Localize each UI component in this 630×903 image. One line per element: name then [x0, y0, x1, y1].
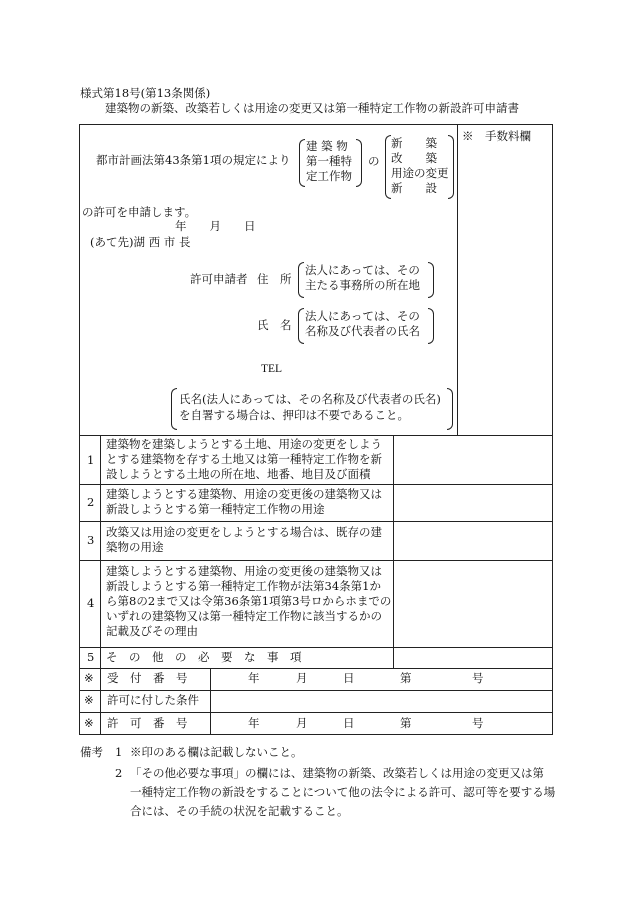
row-label: ら第8の2まで又は令第36条第1項第3号ロからホまでの: [106, 594, 392, 608]
signature-note: を自署する場合は、押印は不要であること。: [179, 408, 409, 422]
row-1-input[interactable]: [394, 436, 552, 484]
office-field: 日: [343, 671, 355, 685]
name-right-brace: [428, 308, 434, 344]
form-number: 様式第18号(第13条関係): [80, 86, 211, 100]
name-note: 名称及び代表者の氏名: [305, 324, 420, 338]
row-label: 築物の用途: [106, 540, 164, 554]
office-field: 第: [400, 716, 412, 730]
name-label: 氏 名: [257, 318, 292, 332]
row-label: いずれの建築物又は第一種特定工作物に該当するかの: [106, 609, 382, 623]
action-option: 用途の変更: [391, 166, 449, 180]
office-field: 第: [400, 671, 412, 685]
office-field: 年: [248, 716, 260, 730]
office-field: 号: [472, 671, 484, 685]
date-line[interactable]: 年 月 日: [175, 219, 256, 233]
signature-note: 氏名(法人にあっては、その名称及び代表者の氏名): [179, 392, 441, 406]
note-text: 一種特定工作物の新設をすることについて他の法令による許可、認可等を要する場: [130, 785, 556, 799]
name-left-brace: [298, 308, 304, 344]
address-left-brace: [298, 262, 304, 298]
object-option: 第一種特: [306, 154, 352, 168]
office-field: 月: [296, 716, 308, 730]
office-mark: ※: [84, 693, 94, 707]
row-label: 新設しようとする第一種特定工作物の用途: [106, 502, 325, 516]
address-label: 住 所: [257, 272, 292, 286]
signature-left-brace: [171, 388, 177, 430]
row-label: 建築物を建築しようとする土地、用途の変更をしよう: [106, 437, 382, 451]
row-3-input[interactable]: [394, 522, 552, 560]
note-text: ※印のある欄は記載しないこと。: [130, 745, 303, 759]
row-label: 記載及びその理由: [106, 624, 198, 638]
row-5-input[interactable]: [394, 648, 552, 668]
object-option: 建 築 物: [306, 139, 348, 153]
row-label: とする建築物を存する土地又は第一種特定工作物を新: [106, 452, 382, 466]
row-label: 設しようとする土地の所在地、地番、地目及び面積: [106, 467, 371, 481]
law-text: 都市計画法第43条第1項の規定により: [96, 153, 291, 167]
notes-heading: 備考: [80, 745, 103, 759]
row-number: 5: [87, 650, 95, 664]
action-option: 新 設: [391, 181, 437, 195]
address-note: 主たる事務所の所在地: [305, 278, 420, 292]
office-field: 年: [248, 671, 260, 685]
office-row-label: 許 可 番 号: [107, 716, 188, 730]
row-label: 建築しようとする建築物、用途の変更後の建築物又は: [106, 487, 382, 501]
signature-right-brace: [447, 388, 453, 430]
request-text: の許可を申請します。: [82, 205, 197, 219]
tel-label: TEL: [261, 363, 283, 375]
row-label: そ の 他 の 必 要 な 事 項: [106, 650, 302, 664]
address-note: 法人にあっては、その: [305, 263, 420, 277]
action-option: 改 築: [391, 151, 437, 165]
object-right-brace: [356, 139, 362, 187]
object-option: 定工作物: [306, 169, 352, 183]
office-row-label: 許可に付した条件: [107, 693, 199, 707]
note-number: 2: [115, 766, 123, 780]
row-number: 1: [87, 453, 95, 467]
addressee: (あて先)湖 西 市 長: [90, 235, 191, 249]
office-field: 日: [343, 716, 355, 730]
row-number: 2: [87, 495, 95, 509]
particle-text: の: [368, 154, 380, 168]
address-right-brace: [428, 262, 434, 298]
office-field: 月: [296, 671, 308, 685]
object-left-brace: [299, 139, 305, 187]
note-text: 合には、その手続の状況を記載すること。: [130, 804, 349, 818]
name-note: 法人にあっては、その: [305, 309, 420, 323]
row-4-input[interactable]: [394, 561, 552, 647]
applicant-label: 許可申請者: [190, 272, 248, 286]
office-row-label: 受 付 番 号: [107, 671, 188, 685]
row-label: 建築しようとする建築物、用途の変更後の建築物又は: [106, 564, 382, 578]
note-text: 「その他必要な事項」の欄には、建築物の新築、改築若しくは用途の変更又は第: [130, 766, 544, 780]
office-field: 号: [472, 716, 484, 730]
row-label: 改築又は用途の変更をしようとする場合は、既存の建: [106, 525, 382, 539]
row-label: 新設しようとする第一種特定工作物が法第34条第1か: [106, 579, 381, 593]
row-number: 4: [87, 596, 95, 610]
action-option: 新 築: [391, 136, 437, 150]
row-2-input[interactable]: [394, 485, 552, 521]
form-title: 建築物の新築、改築若しくは用途の変更又は第一種特定工作物の新設許可申請書: [105, 101, 519, 115]
office-mark: ※: [84, 671, 94, 685]
row-number: 3: [87, 533, 95, 547]
fee-field-label: ※ 手数料欄: [462, 129, 531, 143]
office-mark: ※: [84, 716, 94, 730]
note-number: 1: [115, 745, 123, 759]
